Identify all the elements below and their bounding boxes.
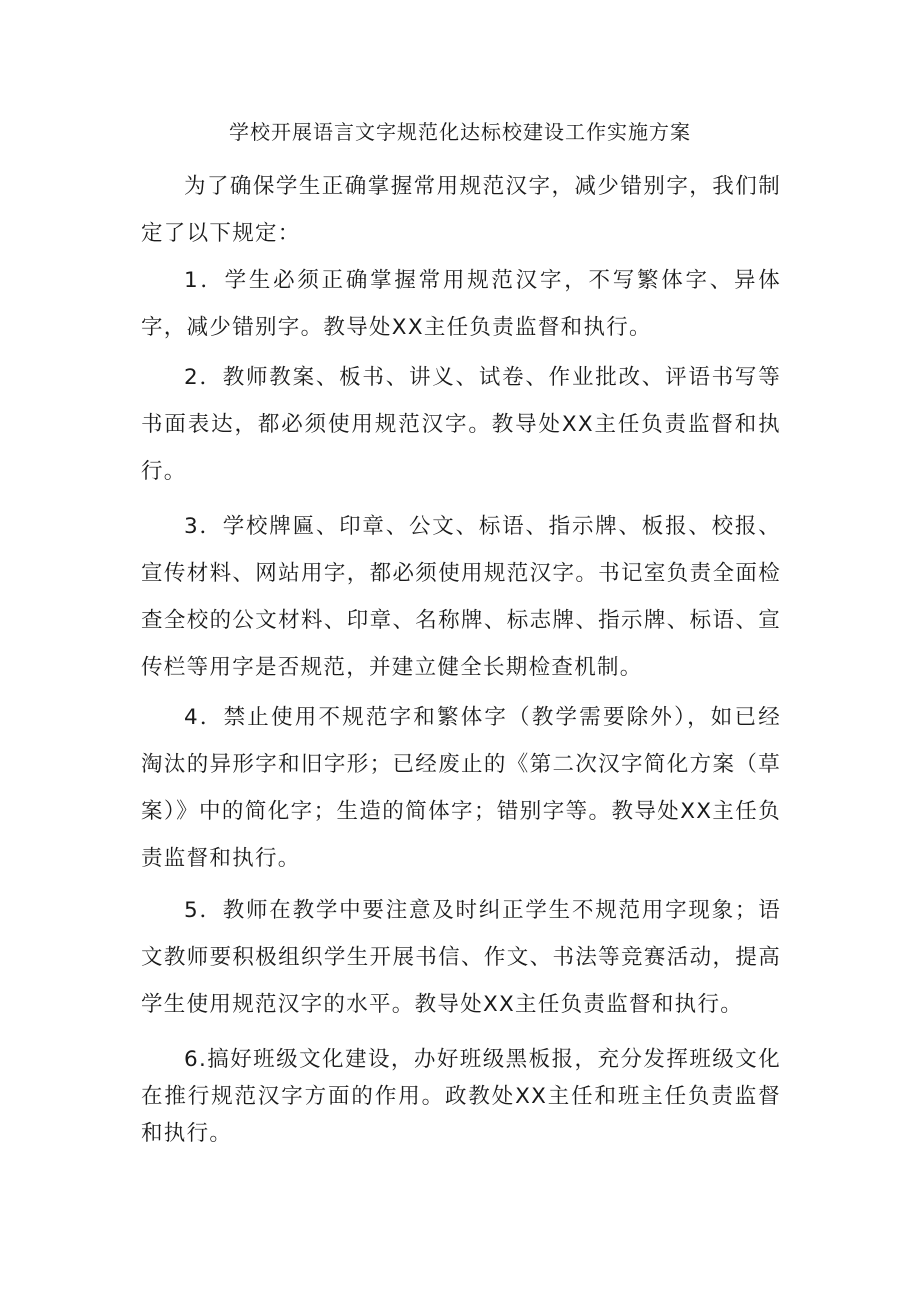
paragraph-rule-2: 2．教师教案、板书、讲义、试卷、作业批改、评语书写等书面表达，都必须使用规范汉字。教导处XX主任负责监督和执行。 — [141, 365, 781, 484]
paragraph-rule-6: 6.搞好班级文化建设，办好班级黑板报，充分发挥班级文化在推行规范汉字方面的作用。政教处XX主任和班主任负责监督和执行。 — [141, 1047, 781, 1146]
paragraph-rule-5: 5．教师在教学中要注意及时纠正学生不规范用字现象；语文教师要积极组织学生开展书信、作文、书法等竞赛活动，提高学生使用规范汉字的水平。教导处XX主任负责监督和执行。 — [141, 898, 781, 1017]
paragraph-intro: 为了确保学生正确掌握常用规范汉字，减少错别字，我们制定了以下规定： — [141, 174, 781, 246]
paragraph-rule-4: 4．禁止使用不规范字和繁体字（教学需要除外），如已经淘汰的异形字和旧字形；已经废止的《第二次汉字简化方案（草案）》中的简化字；生造的简体字；错别字等。教导处XX主任负责监督和执行。 — [141, 705, 781, 871]
document-title: 学校开展语言文字规范化达标校建设工作实施方案 — [229, 120, 691, 144]
paragraph-rule-3: 3．学校牌匾、印章、公文、标语、指示牌、板报、校报、宣传材料、网站用字，都必须使用规范汉字。书记室负责全面检查全校的公文材料、印章、名称牌、标志牌、指示牌、标语、宣传栏等用字是否规范，并建立健全长期检查机制。 — [141, 514, 781, 680]
paragraph-rule-1: 1．学生必须正确掌握常用规范汉字，不写繁体字、异体字，减少错别字。教导处XX主任负责监督和执行。 — [141, 268, 781, 340]
